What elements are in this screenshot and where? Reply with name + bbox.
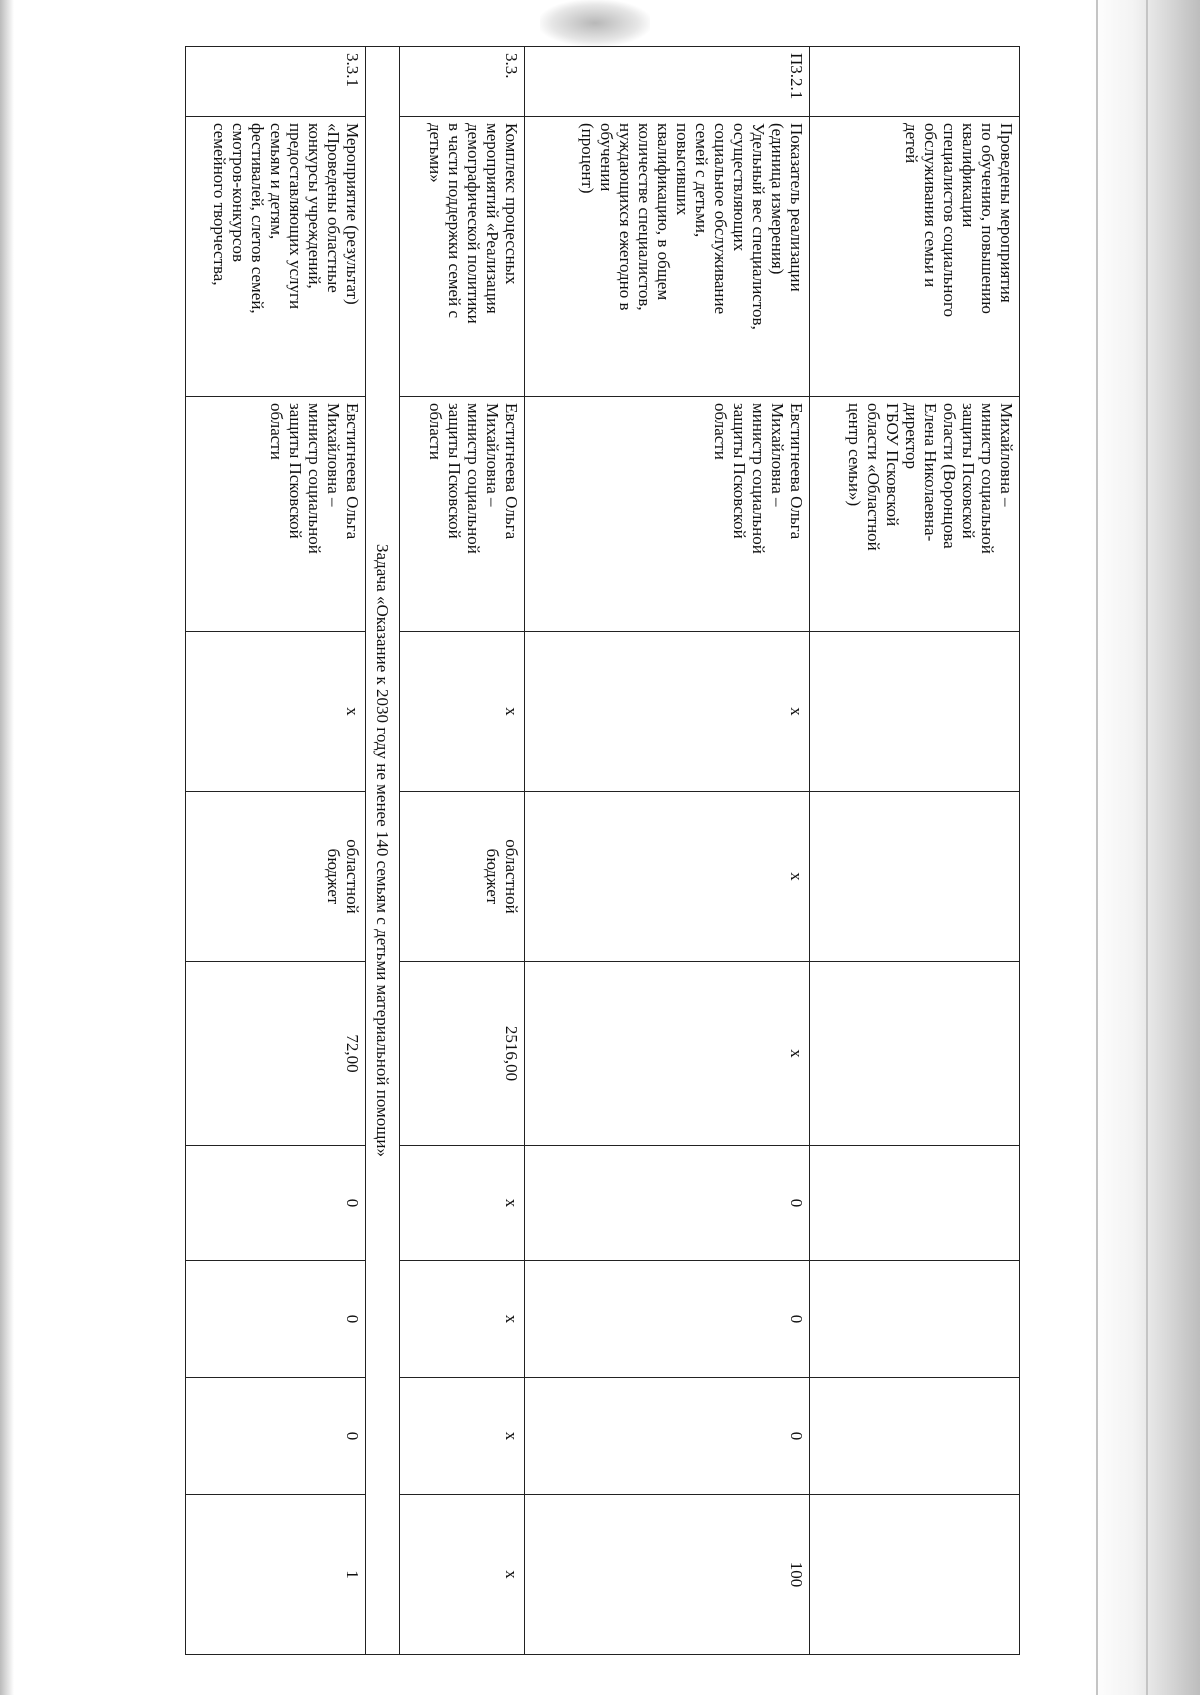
- row-responsible: Евстигнеева Ольга Михайловна – министр социальной защиты Псковской области: [186, 397, 366, 632]
- scan-edge-line: [1146, 0, 1148, 1695]
- cell: x: [525, 792, 810, 962]
- cell: x: [400, 1146, 525, 1261]
- scan-smudge: [540, 0, 650, 46]
- row-number: [810, 47, 1020, 117]
- row-responsible: Евстигнеева Ольга Михайловна – министр социальной защиты Псковской области: [400, 397, 525, 632]
- cell: 0: [525, 1261, 810, 1378]
- scan-right-edge: [1090, 0, 1200, 1695]
- cell: 0: [525, 1146, 810, 1261]
- cell: [810, 1378, 1020, 1495]
- cell: 0: [186, 1378, 366, 1495]
- cell: областной бюджет: [186, 792, 366, 962]
- scan-left-edge: [0, 0, 14, 1695]
- row-name: Мероприятие (результат) «Проведены областные конкурсы учреждений, предоставляющих услуги семьям и детям, фестивалей, слетов семей, смотров-конкурсов семейного творчества,: [186, 117, 366, 397]
- task-row: [366, 47, 400, 1655]
- row-responsible: Михайловна – министр социальной защиты Псковской области (Воронцова Елена Николаевна- директор ГБОУ Псковской области «Областной центр семьи»): [810, 397, 1020, 632]
- cell: 0: [525, 1378, 810, 1495]
- cell: [810, 1261, 1020, 1378]
- cell: [810, 1146, 1020, 1261]
- cell: x: [400, 1261, 525, 1378]
- cell: x: [525, 632, 810, 792]
- scan-edge-line: [1096, 0, 1098, 1695]
- rotated-document: [100, 46, 1020, 1654]
- cell: [810, 632, 1020, 792]
- cell: 0: [186, 1261, 366, 1378]
- table-row: [525, 47, 810, 1655]
- table-row: [186, 47, 366, 1655]
- row-name: Проведены мероприятия по обучению, повышению квалификации специалистов социального обслуживания семьи и детей: [810, 117, 1020, 397]
- row-responsible: Евстигнеева Ольга Михайловна – министр социальной защиты Псковской области: [525, 397, 810, 632]
- cell: 2516,00: [400, 962, 525, 1146]
- row-name: Показатель реализации (единица измерения) Удельный вес специалистов, осуществляющих социальное обслуживание семей с детьми, повысивших квалификацию, в общем количестве специалистов, нуждающихся ежегодно в обучении (процент): [525, 117, 810, 397]
- row-number: 3.3.: [400, 47, 525, 117]
- cell: областной бюджет: [400, 792, 525, 962]
- cell: [810, 1495, 1020, 1655]
- cell: 1: [186, 1495, 366, 1655]
- row-name: Комплекс процессных мероприятий «Реализация демографической политики в части поддержки семей с детьми»: [400, 117, 525, 397]
- cell: x: [400, 632, 525, 792]
- table-row: [400, 47, 525, 1655]
- cell: x: [186, 632, 366, 792]
- task-heading: Задача «Оказание к 2030 году не менее 140 семьям с детьми материальной помощи»: [366, 47, 400, 1655]
- cell: x: [525, 962, 810, 1146]
- cell: 0: [186, 1146, 366, 1261]
- cell: [810, 792, 1020, 962]
- table-row: [810, 47, 1020, 1655]
- row-number: 3.3.1: [186, 47, 366, 117]
- cell: 100: [525, 1495, 810, 1655]
- row-number: П3.2.1: [525, 47, 810, 117]
- cell: x: [400, 1378, 525, 1495]
- cell: x: [400, 1495, 525, 1655]
- program-table: [185, 46, 1020, 1655]
- cell: 72,00: [186, 962, 366, 1146]
- cell: [810, 962, 1020, 1146]
